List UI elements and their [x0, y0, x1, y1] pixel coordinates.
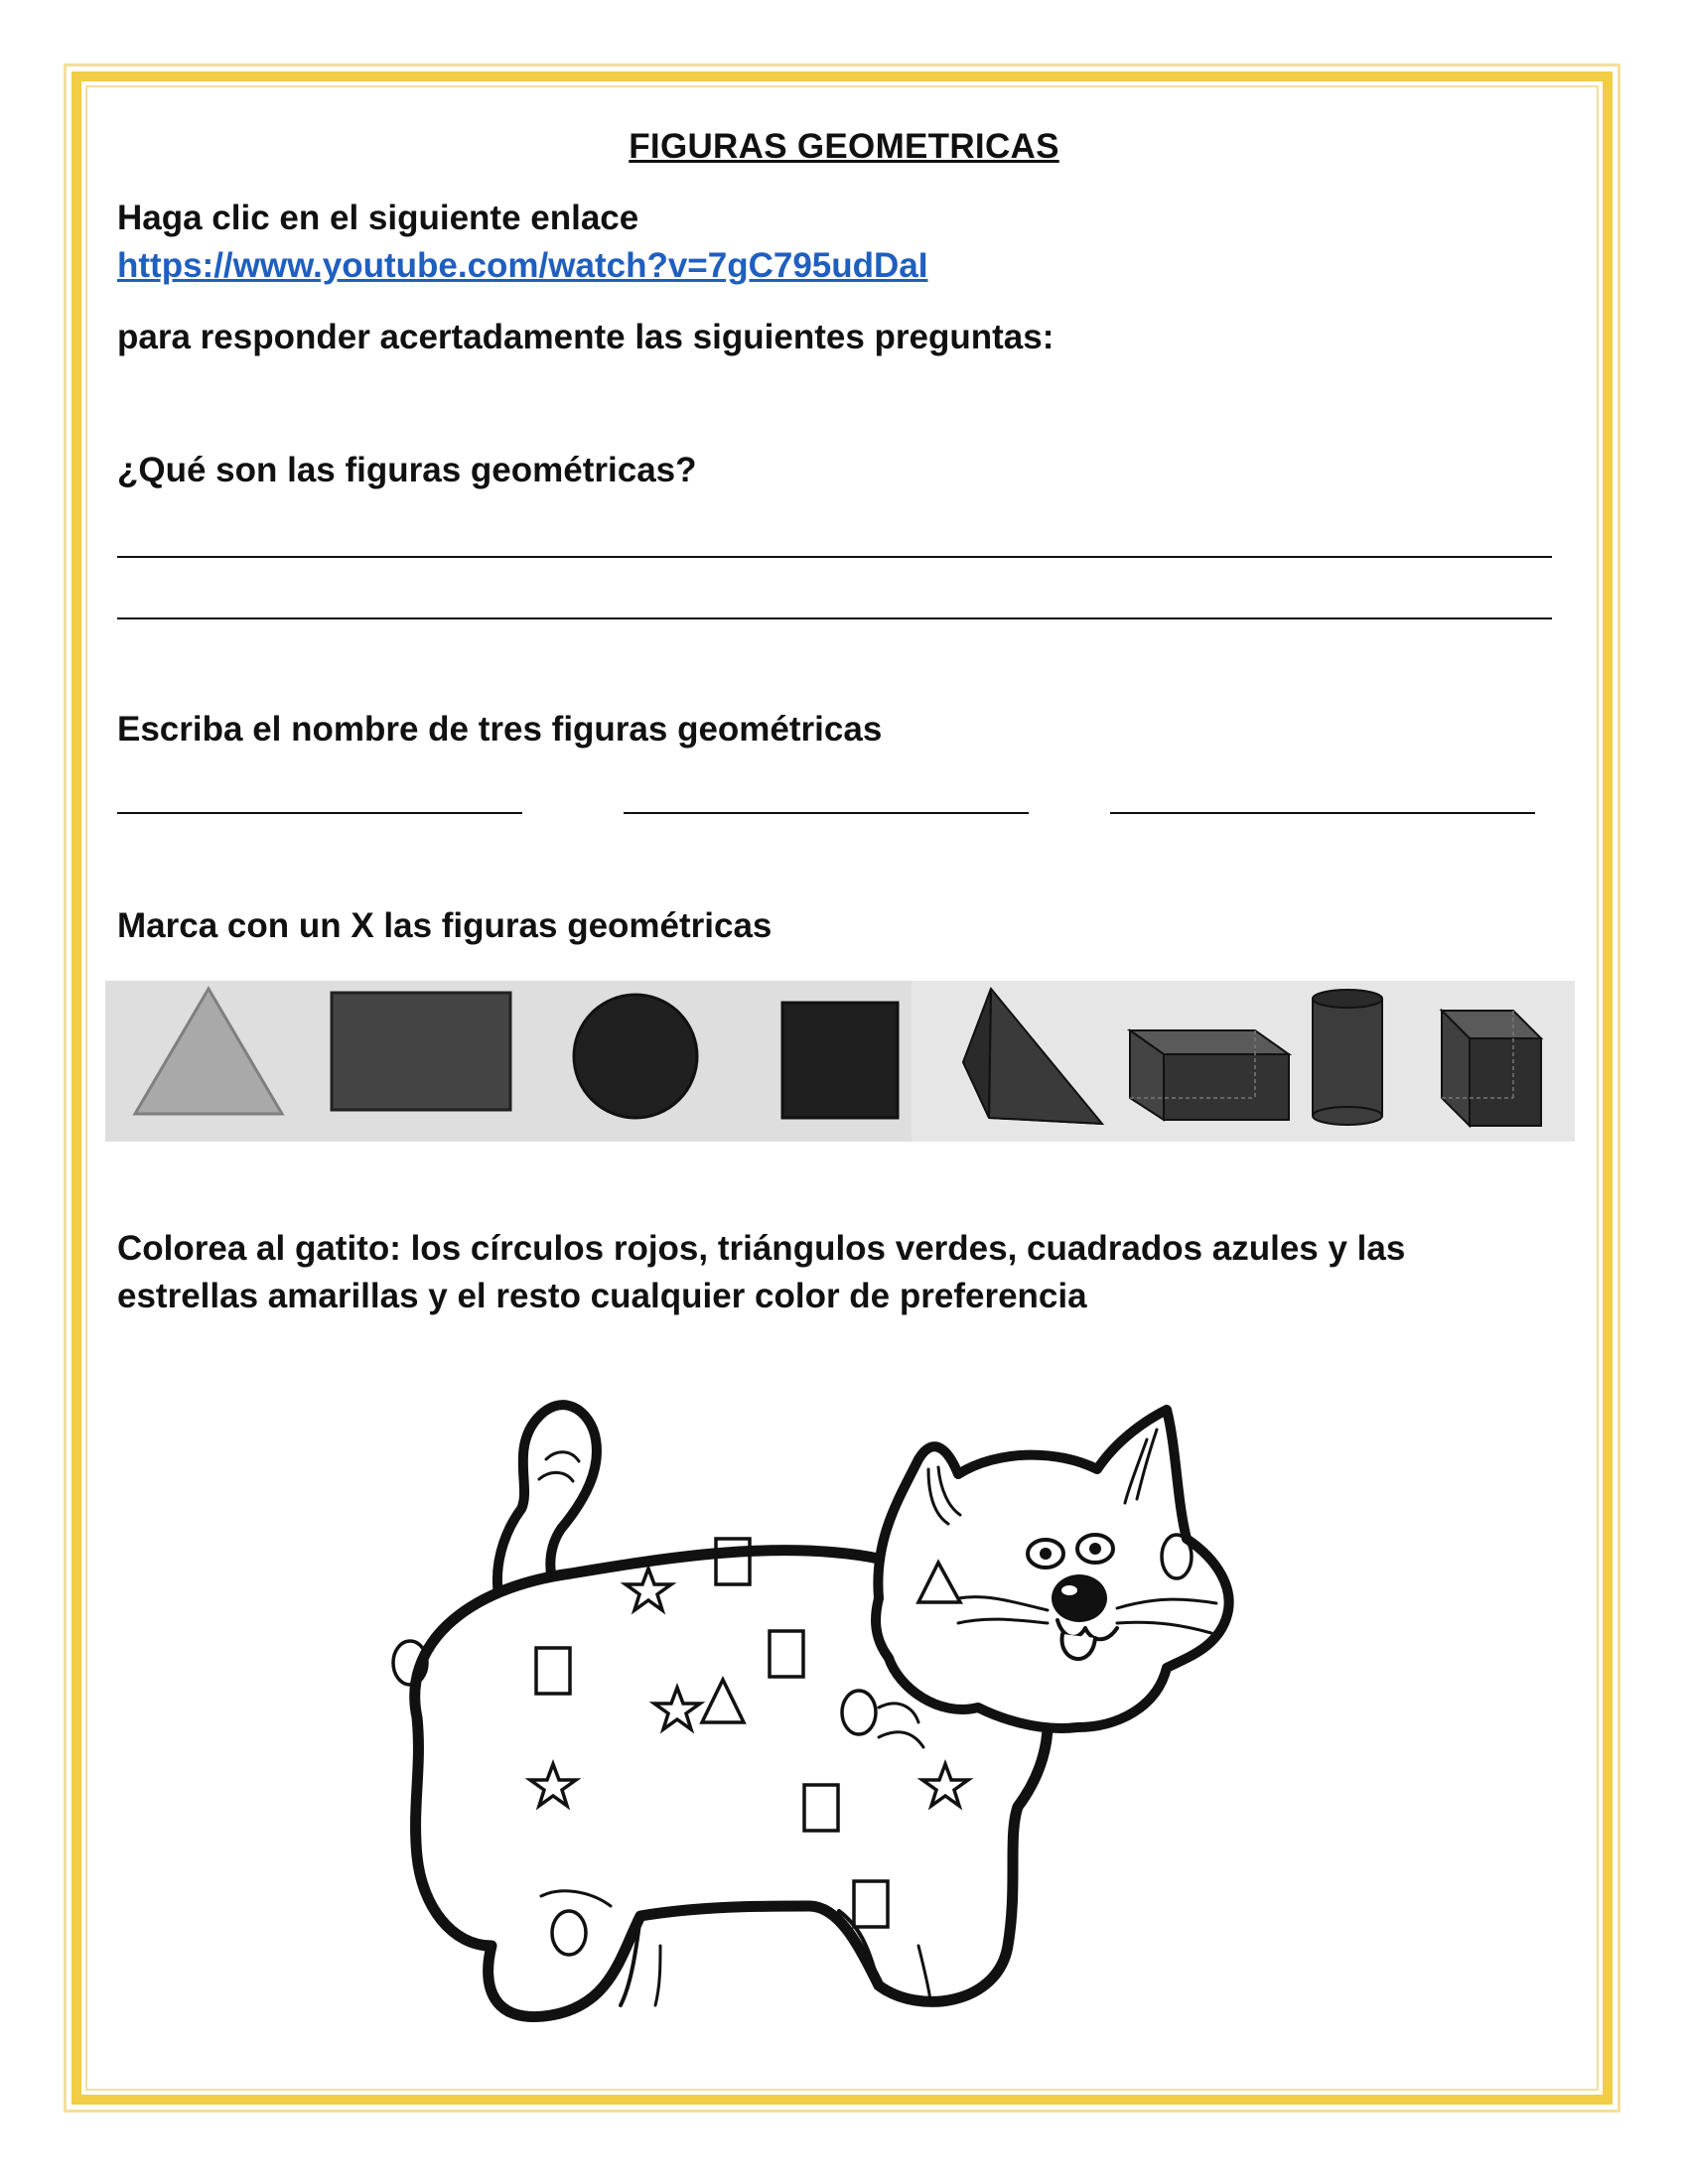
intro-instruction: para responder acertadamente las siguientes preguntas:: [117, 318, 1055, 356]
answer-line-1[interactable]: [117, 556, 1552, 558]
video-link[interactable]: https://www.youtube.com/watch?v=7gC795udDaI: [117, 246, 928, 285]
question-4-line-2: estrellas amarillas y el resto cualquier color de preferencia: [117, 1277, 1087, 1315]
circle-shape[interactable]: [574, 995, 697, 1118]
rectangular-prism-shape[interactable]: [1130, 1030, 1289, 1120]
answer-blank-1[interactable]: [117, 812, 522, 814]
cat-illustration-icon: [362, 1390, 1306, 2045]
intro-text: Haga clic en el siguiente enlace: [117, 199, 639, 237]
question-1: ¿Qué son las figuras geométricas?: [117, 451, 697, 489]
question-4-line-1: Colorea al gatito: los círculos rojos, triángulos verdes, cuadrados azules y las: [117, 1229, 1406, 1268]
rectangle-shape[interactable]: [332, 993, 510, 1110]
question-2: Escriba el nombre de tres figuras geométricas: [117, 710, 883, 749]
question-3: Marca con un X las figuras geométricas: [117, 906, 773, 945]
page-title: FIGURAS GEOMETRICAS: [629, 127, 1059, 166]
cylinder-shape[interactable]: [1313, 990, 1382, 1125]
cube-shape[interactable]: [1442, 1011, 1541, 1126]
answer-blank-2[interactable]: [624, 812, 1029, 814]
square-shape[interactable]: [782, 1003, 898, 1118]
answer-line-2[interactable]: [117, 617, 1552, 619]
shapes-strip: [105, 981, 1575, 1142]
answer-blank-3[interactable]: [1110, 812, 1535, 814]
